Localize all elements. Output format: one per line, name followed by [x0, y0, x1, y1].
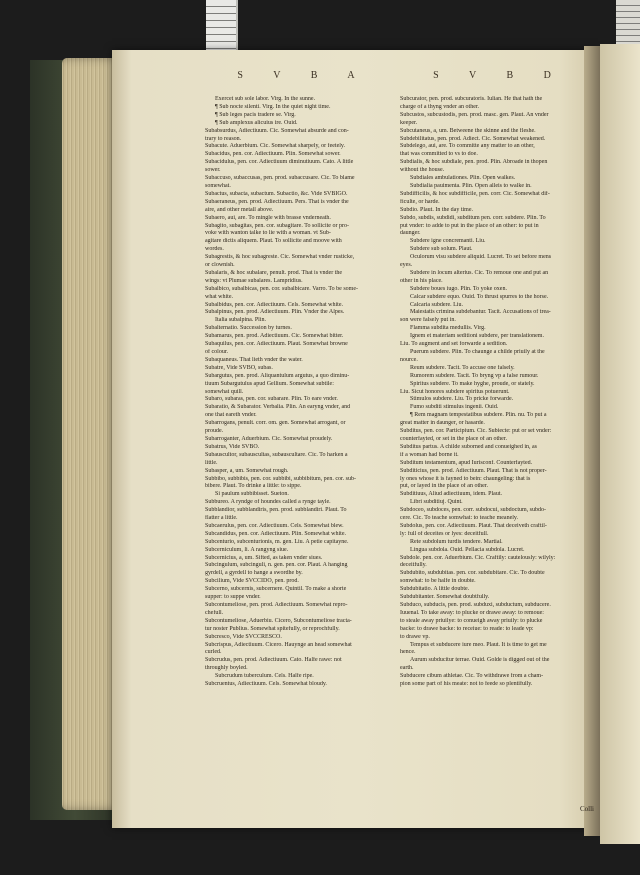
entry-line: tur noster Publius. Somewhat spitefully, or reprochfully.	[205, 625, 340, 632]
entry-line: trary to reason.	[205, 135, 242, 142]
left-column-text	[205, 96, 401, 689]
entry-line: Subagrestis, & hoc subagreste. Cic. Somewhat vnder rusticke,	[205, 254, 355, 261]
entry-line: charge of a thyng vnder an other.	[400, 103, 480, 110]
entry-line: deceitfully.	[400, 562, 427, 569]
entry-line: Subarroganter, Aduerbium. Cic. Somewhat proudely.	[205, 435, 333, 442]
entry-line: Subasper, a, um. Somewhat rough.	[205, 467, 289, 474]
entry-line: Subdolus, pen. cor. Adiectiuum. Plaut. That deceiveth craftil-	[400, 522, 547, 529]
entry-line: proude.	[205, 428, 224, 435]
entry-line: Subdoceo, subdoces, pen. corr. subdocui, subdoctum, subdo-	[400, 507, 546, 514]
entry-line: Spiritus subdere. To make hyghe, proude, or stately.	[410, 380, 535, 387]
entry-line: of colour.	[205, 349, 228, 355]
entry-line: Rete subdolum turdis tendere. Martial.	[410, 538, 503, 545]
entry-line: somewhat quill.	[205, 388, 244, 395]
entry-line: Oculorum visu subdere aliquid. Lucret. To set before mens	[410, 254, 552, 261]
entry-line: Subalternatio. Succession by turnes.	[205, 325, 292, 332]
entry-line: Reum subdere. Tacit. To accuse one falsely.	[410, 364, 515, 371]
entry-line: Fumo subditi stimulus ingenii. Ouid.	[410, 404, 499, 411]
entry-line: nource.	[400, 356, 418, 363]
entry-line: Subalpinus, pen. prod. Adiectiuum. Plin. Vnder the Alpes.	[205, 309, 345, 316]
entry-line: Subaccuso, subaccusas, pen. prod. subaccusare. Cic. To blame	[205, 175, 355, 182]
entry-line: cere. Cic. To teache somwhat: to teache meanely.	[400, 515, 519, 522]
entry-line: Subdubitanter. Somewhat doubtfully.	[400, 594, 490, 601]
entry-line: Liu. Sicut honores subdere spiritus potuerunt.	[400, 388, 510, 395]
entry-line: Maiestatis crimina subdebantur. Tacit. Accusations of trea-	[410, 309, 551, 316]
entry-line: aire, and other metall above.	[205, 206, 274, 213]
entry-line: supper: to suppe vnder.	[205, 594, 261, 601]
entry-line: Subducere cibum athletae. Cic. To withdrawe from a cham-	[400, 673, 544, 680]
entry-line: Stimulos subdere. Liu. To pricke forwarde.	[410, 396, 514, 403]
entry-line: put vnder: to adde to put in the place of an other: to put in	[400, 222, 539, 229]
entry-line: one that eareth vnder.	[205, 412, 257, 419]
entry-line: Subcenturio, subcenturionis, m. gen. Liu. A petie capitayne.	[205, 538, 349, 545]
entry-line: ly: full of deceites or lyes: deceitfull.	[400, 530, 489, 537]
entry-line: Subdio. Plaut. In the day time.	[400, 206, 473, 213]
entry-line: wings: vt Plumae subalares. Lampridius.	[205, 277, 303, 284]
entry-line: Subcilium, Vide SVCCIDO, pen. prod.	[205, 578, 299, 585]
entry-line: Subcaerulus, pen. cor. Adiectiuum. Cels. Somewhat blew.	[205, 522, 344, 529]
entry-line: to drawe vp.	[400, 633, 430, 640]
entry-line: put, or layed in the place of an other.	[400, 483, 488, 490]
left-column	[205, 70, 401, 689]
entry-line: other in his place.	[400, 277, 443, 284]
entry-line: what white.	[205, 293, 233, 300]
entry-line: Subdere in locum alterius. Cic. To remoue one and put an	[410, 269, 549, 276]
entry-line: backe: to drawe backe: to receiue: to reade: to leade vp:	[400, 625, 534, 632]
entry-line: Subacidus, pen. cor. Adiectiuum. Plin. Somewhat sower.	[205, 151, 341, 158]
entry-line: ficulte, or harde.	[400, 198, 440, 205]
entry-line: Subblandior, subblandiris, pen. prod. subblandiri. Plaut. To	[205, 507, 347, 514]
entry-line: Calcar subdere equo. Ouid. To thrust spurres to the horse.	[410, 293, 549, 300]
entry-line: Rumorem subdere. Tacit. To bryng vp a false rumour.	[410, 372, 539, 379]
entry-line: hence.	[400, 649, 416, 656]
entry-line: Exercet sub sole labor. Virg. In the sunne.	[215, 96, 316, 102]
entry-line: counterfayted, or set in the place of an other.	[400, 435, 507, 442]
entry-line: Subamarus, pen. prod. Adiectiuum. Cic. Somewhat bitter.	[205, 333, 344, 340]
entry-line: ¶ Rem magnam tempestatibus subdere. Plin. nu. To put a	[410, 412, 547, 419]
entry-line: Puerum subdere. Plin. To chaunge a childe priuily at the	[410, 349, 545, 355]
entry-line: voke with wanton talke to lie with a woman. vt Sub-	[205, 230, 331, 237]
entry-line: Subaquaneus. That lieth vnder the water.	[205, 356, 303, 363]
entry-line: Subalbico, subalbicas, pen. cor. subalbicare. Varro. To be some-	[205, 285, 358, 292]
entry-line: Subacute. Aduerbium. Cic. Somewhat sharpely, or feetely.	[205, 143, 346, 150]
entry-line: Subcerniculum, li. A rangyng siue.	[205, 546, 289, 553]
entry-line: Subcruentus, Adiectiuum. Cels. Somewhat bloudy.	[205, 681, 327, 688]
entry-line: Subcrudum tuberculum. Cels. Halfe ripe.	[215, 673, 314, 680]
entry-line: Subcontumeliose, pen. prod. Adiectiuum. Somewhat repro-	[205, 602, 348, 608]
entry-line: to steale away priuilye: to conueigh away priuily: to plucke	[400, 617, 543, 624]
entry-line: Subdere igne concremanti. Liu.	[410, 238, 486, 245]
entry-line: Subacidulus, pen. cor. Adiectiuum diminutiuum. Cato. A little	[205, 159, 354, 166]
entry-line: Italia subalpina. Plin.	[215, 317, 266, 324]
entry-line: ¶ Sub nocte silenti. Virg. In the quiet night time.	[215, 103, 331, 110]
entry-line: Subcerno, subcernis, subcernere. Quintil. To make a shorte	[205, 586, 347, 593]
entry-line: earth.	[400, 665, 414, 672]
entry-line: gyrdell, a gyrdell to hange a swordhe by.	[205, 570, 303, 577]
entry-line: Subdere sub solum. Plaut.	[410, 246, 473, 253]
entry-line: Subcutaneus, a, um. Betweene the skinne and the fleshe.	[400, 127, 536, 134]
entry-line: ly ones whose it is fayned to bein: chaungeling: that is	[400, 475, 531, 482]
entry-line: Subdelego, aui, are. To committe any matter to an other,	[400, 143, 535, 150]
entry-line: Aurum subducitur terrae. Ouid. Golde is digged out of the	[410, 657, 550, 664]
entry-line: Ignem et materiam seditioni subdere, per translationem.	[410, 333, 544, 340]
entry-line: Subdifficilis, & hoc subdifficile, pen. corr. Cic. Somewhat dif-	[400, 190, 550, 197]
entry-line: Subditiuus, Aliud adiectiuum, idem. Plaut.	[400, 491, 502, 498]
right-column-text	[400, 96, 598, 689]
entry-line: that was committed to vs to doe.	[400, 151, 478, 158]
entry-line: Subagito, subagitas, pen. cor. subagitare. To sollicite or pro-	[205, 222, 349, 229]
entry-line: Subcurator, pen. prod. subcuratoris. Iulian. He that hath the	[400, 96, 543, 102]
entry-line: Subdole. pen. cor. Aduerbium. Cic. Craftily: cautelously: wilyly:	[400, 554, 556, 561]
entry-line: Subdialis, & hoc subdiale, pen. prod. Plin. Abroade in thopen	[400, 159, 548, 166]
catchword: Colli	[579, 805, 594, 813]
entry-line: somewhat.	[205, 182, 231, 189]
entry-line: if a woman had borne it.	[400, 451, 459, 458]
entry-line: Subaeraneus, pen. prod. Adiectiuum. Pers. That is vnder the	[205, 198, 349, 205]
entry-line: Subauscultor, subauscultas, subauscultare. Cic. To harken a	[205, 451, 348, 458]
entry-line: agitare dictis aliquem. Plaut. To sollicite and moove with	[205, 238, 342, 245]
entry-line: throughly boyled.	[205, 665, 248, 672]
entry-line: Subduco, subducis, pen. prod. subduxi, subductum, subducere.	[400, 602, 551, 608]
facing-page-edge	[600, 44, 640, 844]
entry-line: Subaero, aui, are. To mingle with brasse vnderneath.	[205, 214, 331, 221]
entry-line: Subditum testamentum, apud Iurisconf. Counterfayted.	[400, 459, 533, 466]
entry-line: Subcingulum, subcinguli, n. gen. pen. cor. Plaut. A hanging	[205, 562, 348, 569]
entry-line: Subdere boues iugo. Plin. To yoke oxen.	[410, 285, 507, 292]
entry-line: Libri subditiuj. Quint.	[410, 499, 463, 506]
entry-line: little.	[205, 459, 218, 466]
entry-line: Subalaris, & hoc subalare, penult. prod. That is vnder the	[205, 269, 343, 276]
entry-line: wordes.	[205, 246, 224, 253]
entry-line: keeper.	[400, 119, 418, 126]
entry-line: Subaro, subaras, pen. cor. subarare. Plin. To eare vnder.	[205, 396, 338, 403]
entry-line: Subdiales ambulationes. Plin. Open walkes.	[410, 175, 516, 182]
entry-line: Subdubitatio. A little doubte.	[400, 586, 470, 593]
entry-line: Subditus, pen. cor. Participium. Cic. Subiecte: put or set vnder:	[400, 428, 552, 435]
entry-line: Subdialia pauimenta. Plin. Open alleis to walke in.	[410, 182, 532, 189]
entry-line: Subactus, subacta, subactum. Subactio, &c. Vide SVBIGO.	[205, 190, 348, 197]
entry-line: Subcandidus, pen. cor. Adiectiuum. Plin. Somewhat white.	[205, 530, 346, 537]
entry-line: Subbibo, subbibis, pen. cor. subbibi, subbibitum, pen. cor. sub-	[205, 475, 356, 482]
entry-line: Subdebilitatus, pen. prod. Adiect. Cic. Somewhat weakened.	[400, 135, 546, 142]
entry-line: curled.	[205, 649, 222, 656]
entry-line: without the house.	[400, 167, 445, 174]
entry-line: Subarrogans, penult. corr. om. gen. Somewhat arrogant, or	[205, 420, 346, 427]
entry-line: Subatre, Vide SVBO, subas.	[205, 364, 273, 371]
left-running-head: S V B A	[237, 70, 369, 81]
entry-line: Subcrudus, pen. prod. Adiectiuum. Cato. Halfe rawe: not	[205, 657, 342, 664]
entry-line: ¶ Sub amplexus alicuius ire. Ouid.	[215, 119, 298, 126]
entry-line: Subargutus, pen. prod. Aliquantulum argutus, a quo diminu-	[205, 372, 350, 379]
entry-line: chefull.	[205, 609, 224, 616]
entry-line: son were falsely put in.	[400, 317, 456, 324]
entry-line: Subatrus, Vide SVBO.	[205, 443, 260, 450]
entry-line: somwhat: to be halfe in doubte.	[400, 578, 476, 585]
entry-line: Lingua subdola. Ouid. Pellacia subdola. Lucret.	[410, 546, 525, 553]
entry-line: Subditicius, pen. prod. Adiectiuum. Plaut. That is not proper-	[400, 467, 547, 474]
entry-line: Subcrispus, Adiectiuum. Cicero. Hauynge an head somewhat	[205, 641, 352, 648]
right-running-head: S V B D	[433, 70, 565, 81]
entry-line: Subaquilus, pen. cor. Adiectiuum. Plaut. Somewhat browne	[205, 341, 348, 348]
entry-line: Tempus et subducere iure meo. Plaut. It is time to get me	[410, 641, 547, 648]
entry-line: daunger.	[400, 230, 421, 237]
entry-line: Subcustos, subcustodis, pen. prod. masc. gen. Plaut. An vnder	[400, 111, 549, 118]
entry-line: pion some part of his meate: not to feede so plentifully.	[400, 681, 533, 688]
entry-line: Liu. To augment and set forwarde a sedition.	[400, 341, 508, 348]
entry-line: Subdo, subdis, subdidi, subditum pen. corr. subdere. Plin. To	[400, 214, 546, 221]
entry-line: Subaratio, & Subarator. Verbalia. Plin. An earyng vnder, and	[205, 404, 351, 411]
entry-line: flatter a little.	[205, 515, 238, 522]
entry-line: Si paulum subbibisset. Sueton.	[215, 491, 289, 498]
entry-line: bibere. Plaut. To drinke a little: to sippe.	[205, 483, 302, 490]
entry-line: Iuuenal. To take away: to plucke or drawe away: to remoue:	[400, 609, 544, 616]
entry-line: Subabsurdus, Adiectiuum. Cic. Somewhat absurde and con-	[205, 127, 349, 134]
entry-line: Subdubito, subdubitas. pen. cor. subdubitare. Cic. To doubte	[400, 570, 545, 577]
right-column	[400, 70, 598, 689]
entry-line: Subcontumeliose, Aduerbiu. Cicero, Subcontumeliose tracta-	[205, 617, 352, 624]
entry-line: or clownish.	[205, 262, 235, 269]
entry-line: sower.	[205, 167, 221, 174]
entry-line: Subcresco, Vide SVCCRESCO.	[205, 633, 282, 640]
entry-line: Flamma subdita medullis. Virg.	[410, 325, 486, 332]
entry-line: great matter in daunger, or hasarde.	[400, 420, 485, 427]
entry-line: Subditus partus. A childe suborned and conueighed in, as	[400, 443, 537, 450]
entry-line: ¶ Sub leges pacis tradere se. Virg.	[215, 111, 296, 118]
entry-line: Subalbidus, pen. cor. Adiectiuum. Cels. Somewhat white.	[205, 301, 343, 308]
entry-line: tiuum Subargutulus apud Gellium. Somewhat subtile:	[205, 380, 334, 387]
entry-line: eyes.	[400, 262, 413, 269]
entry-line: Calcaria subdere. Liu.	[410, 301, 463, 308]
entry-line: Subcernicius, a, um. Sifted, as taken vnder siues.	[205, 554, 323, 561]
entry-line: Subbureo. A ryndge of houndes called a rynge tayle.	[205, 499, 331, 506]
